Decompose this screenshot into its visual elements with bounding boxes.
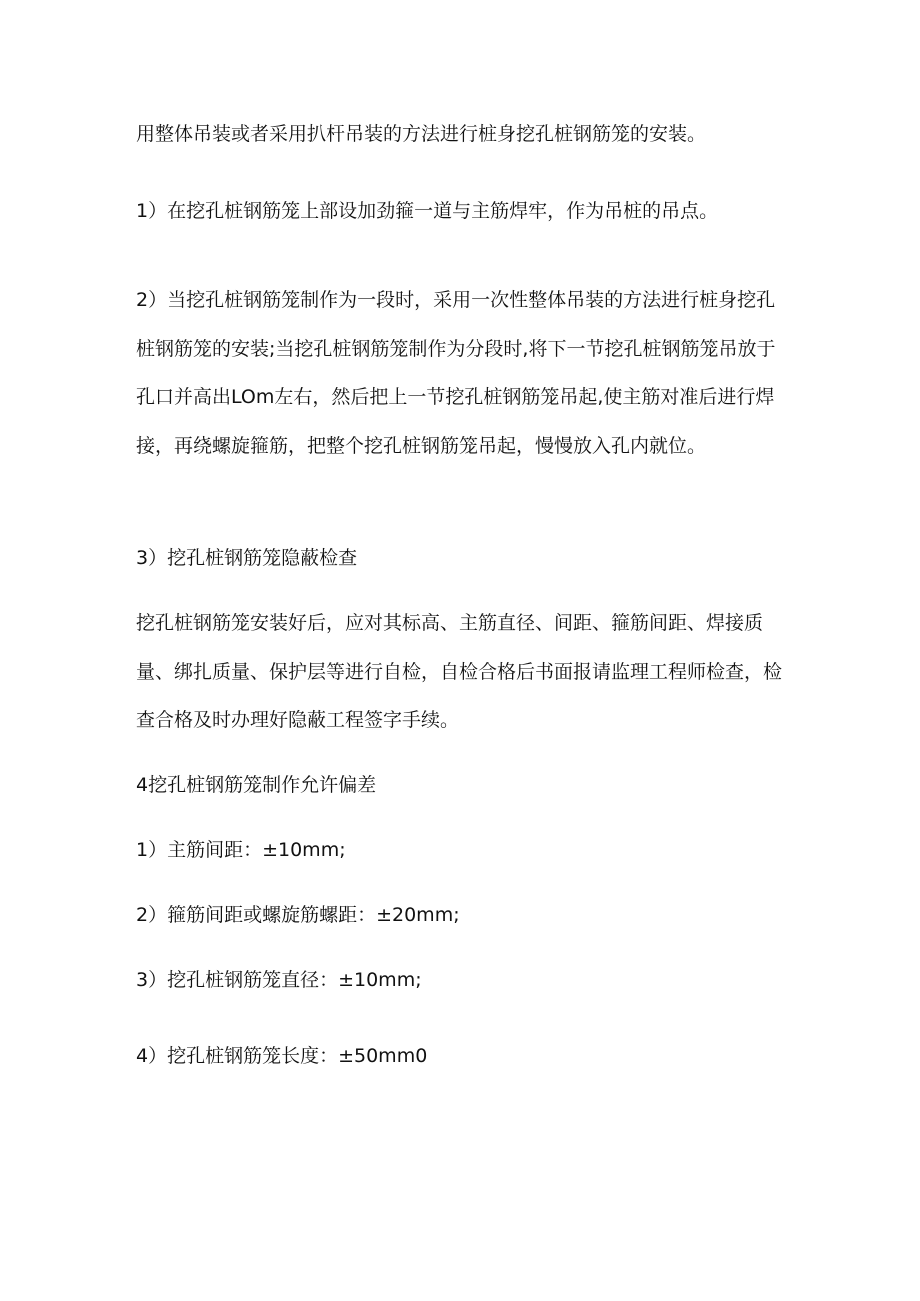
tolerance-item-1: 1）主筋间距：±10mm; xyxy=(136,839,346,861)
tolerance-item-3: 3）挖孔桩钢筋笼直径：±10mm; xyxy=(136,969,422,991)
paragraph-step-3-heading: 3）挖孔桩钢筋笼隐蔽检查 xyxy=(136,547,358,569)
paragraph-inspection: 挖孔桩钢筋笼安装好后，应对其标高、主筋直径、间距、箍筋间距、焊接质量、绑扎质量、保护层等进行自检，自检合格后书面报请监理工程师检查，检查合格及时办理好隐蔽工程签字手续。 xyxy=(136,612,783,731)
paragraph-step-1: 1）在挖孔桩钢筋笼上部设加劲箍一道与主筋焊牢，作为吊桩的吊点。 xyxy=(136,200,719,222)
tolerance-item-2: 2）箍筋间距或螺旋筋螺距：±20mm; xyxy=(136,904,460,926)
paragraph-step-2: 2）当挖孔桩钢筋笼制作为一段时，采用一次性整体吊装的方法进行桩身挖孔桩钢筋笼的安装;当挖孔桩钢筋笼制作为分段时,将下一节挖孔桩钢筋笼吊放于孔口并高出LOm左右，然后把上一节挖孔桩钢筋笼吊起,使主筋对准后进行焊接，再绕螺旋箍筋，把整个挖孔桩钢筋笼吊起，慢慢放入孔内就位。 xyxy=(136,289,776,457)
paragraph-installation-method: 用整体吊装或者采用扒杆吊装的方法进行桩身挖孔桩钢筋笼的安装。 xyxy=(136,123,707,145)
tolerance-item-4: 4）挖孔桩钢筋笼长度：±50mm0 xyxy=(136,1045,428,1067)
paragraph-tolerance-heading: 4挖孔桩钢筋笼制作允许偏差 xyxy=(136,774,377,796)
